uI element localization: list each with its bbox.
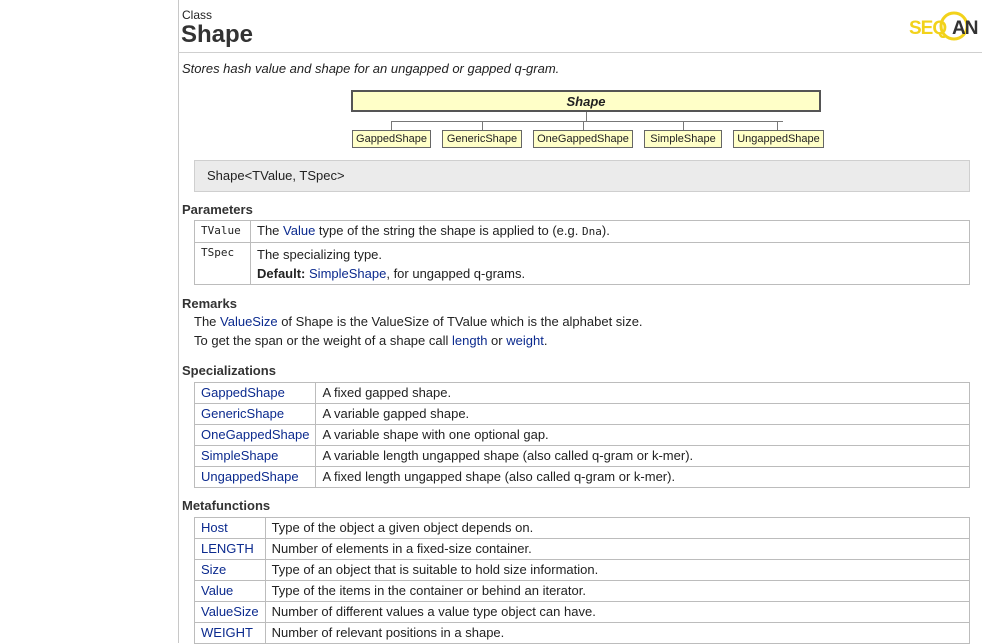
spec-description: A variable shape with one optional gap. [316, 425, 970, 446]
page-title: Shape [181, 21, 254, 48]
weight-link[interactable]: weight [506, 333, 544, 348]
metafunction-name-cell [195, 581, 266, 602]
metafunction-link-host[interactable]: Host [201, 520, 228, 535]
diagram-connector [777, 121, 778, 130]
table-row [195, 539, 970, 560]
remarks-text: . [543, 333, 548, 348]
param-text: type of the string the shape is applied to (e.g. [315, 223, 582, 238]
table-row [195, 518, 970, 539]
remarks-line [194, 331, 643, 350]
remarks-line [194, 312, 643, 331]
spec-description: A fixed length ungapped shape (also called q-gram or k-mer). [316, 467, 970, 488]
table-row [195, 383, 970, 404]
metafunction-name-cell [195, 560, 266, 581]
diagram-connector [586, 112, 587, 121]
hierarchy-diagram [340, 88, 840, 152]
remarks-text: To get the span or the weight of a shape call [194, 333, 453, 348]
entity-kind-label: Class [182, 8, 213, 22]
param-description [251, 243, 970, 285]
metafunction-description: Type of the object a given object depends on. [265, 518, 969, 539]
metafunction-description: Number of different values a value type object can have. [265, 602, 969, 623]
metafunctions-table [194, 517, 970, 644]
param-default [257, 264, 963, 283]
metafunction-link-size[interactable]: Size [201, 562, 227, 577]
diagram-child-simpleshape[interactable]: SimpleShape [644, 130, 722, 148]
diagram-root-box: Shape [351, 90, 821, 112]
parameters-table [194, 220, 970, 285]
metafunction-link-valuesize[interactable]: ValueSize [201, 604, 259, 619]
specializations-heading: Specializations [182, 363, 276, 378]
spec-name-cell [195, 467, 316, 488]
diagram-connector [391, 121, 783, 122]
parameters-heading: Parameters [182, 202, 253, 217]
param-name: TSpec [195, 243, 251, 285]
table-row [195, 560, 970, 581]
spec-description: A variable gapped shape. [316, 404, 970, 425]
spec-description: A fixed gapped shape. [316, 383, 970, 404]
metafunction-description: Number of elements in a fixed-size container. [265, 539, 969, 560]
spec-description: A variable length ungapped shape (also called q-gram or k-mer). [316, 446, 970, 467]
metafunction-name-cell [195, 518, 266, 539]
remarks-text: or [487, 333, 507, 348]
table-row [195, 425, 970, 446]
valuesize-link[interactable]: ValueSize [220, 314, 278, 329]
param-text: , for ungapped q-grams. [386, 266, 526, 281]
metafunction-name-cell [195, 539, 266, 560]
metafunction-link-weight[interactable]: WEIGHT [201, 625, 253, 640]
diagram-connector [391, 121, 392, 130]
spec-link-genericshape[interactable]: GenericShape [201, 406, 285, 421]
class-description: Stores hash value and shape for an ungapped or gapped q-gram. [182, 61, 560, 76]
diagram-child-gappedshape[interactable]: GappedShape [352, 130, 431, 148]
spec-link-simpleshape[interactable]: SimpleShape [201, 448, 279, 463]
param-name: TValue [195, 221, 251, 243]
remarks-heading: Remarks [182, 296, 237, 311]
metafunction-description: Number of relevant positions in a shape. [265, 623, 969, 644]
remarks-body [194, 312, 643, 350]
spec-link-onegappedshape[interactable]: OneGappedShape [201, 427, 310, 442]
specializations-table [194, 382, 970, 488]
diagram-child-ungappedshape[interactable]: UngappedShape [733, 130, 824, 148]
param-text: The specializing type. [257, 247, 383, 262]
metafunctions-heading: Metafunctions [182, 498, 271, 513]
table-row [195, 404, 970, 425]
metafunction-link-length[interactable]: LENGTH [201, 541, 254, 556]
param-text: The [257, 223, 284, 238]
left-frame-border [178, 0, 179, 643]
table-row [195, 623, 970, 644]
metafunction-name-cell [195, 602, 266, 623]
diagram-connector [482, 121, 483, 130]
class-signature: Shape<TValue, TSpec> [194, 160, 970, 192]
table-row [195, 581, 970, 602]
table-row [195, 243, 970, 285]
diagram-connector [683, 121, 684, 130]
metafunction-name-cell [195, 623, 266, 644]
code-dna: Dna [581, 225, 602, 238]
table-row [195, 467, 970, 488]
spec-name-cell [195, 446, 316, 467]
remarks-text: The [194, 314, 221, 329]
table-row [195, 446, 970, 467]
remarks-text: of Shape is the ValueSize of TValue which is the alphabet size. [277, 314, 643, 329]
length-link[interactable]: length [452, 333, 488, 348]
diagram-connector [583, 121, 584, 130]
metafunction-link-value[interactable]: Value [201, 583, 234, 598]
table-row [195, 221, 970, 243]
default-label: Default: [257, 266, 306, 281]
diagram-child-genericshape[interactable]: GenericShape [442, 130, 522, 148]
header-divider [178, 52, 982, 53]
diagram-child-onegappedshape[interactable]: OneGappedShape [533, 130, 633, 148]
simpleshape-link[interactable]: SimpleShape [309, 266, 387, 281]
spec-name-cell [195, 383, 316, 404]
param-text: ). [601, 223, 610, 238]
table-row [195, 602, 970, 623]
svg-text:AN: AN [952, 18, 978, 39]
value-link[interactable]: Value [283, 223, 316, 238]
spec-name-cell [195, 425, 316, 446]
metafunction-description: Type of the items in the container or behind an iterator. [265, 581, 969, 602]
spec-link-gappedshape[interactable]: GappedShape [201, 385, 285, 400]
spec-name-cell [195, 404, 316, 425]
svg-text:SEQ: SEQ [909, 18, 947, 39]
seqan-logo[interactable] [908, 8, 982, 48]
param-description [251, 221, 970, 243]
metafunction-description: Type of an object that is suitable to hold size information. [265, 560, 969, 581]
spec-link-ungappedshape[interactable]: UngappedShape [201, 469, 299, 484]
